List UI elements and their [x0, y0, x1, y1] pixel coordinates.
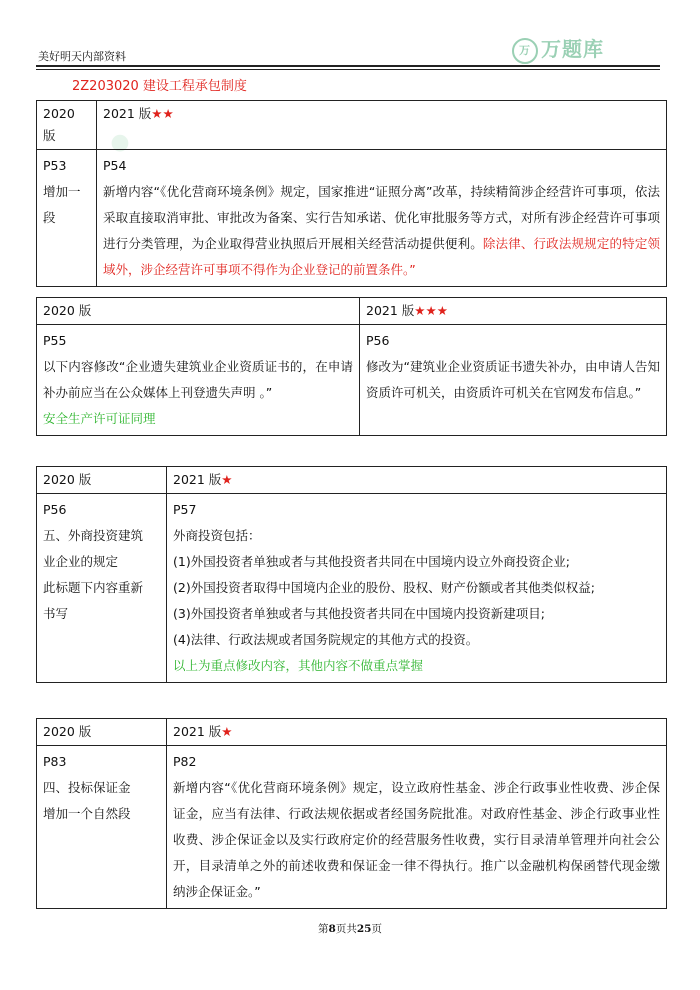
change-note: 增加一 — [43, 184, 81, 199]
change-note: 书写 — [43, 606, 69, 621]
old-version-cell — [37, 325, 360, 436]
page-ref: P56 — [366, 333, 390, 348]
importance-stars: ★ — [221, 724, 233, 739]
watermark: ● — [105, 126, 135, 159]
change-note: 此标题下内容重新 — [43, 580, 144, 595]
list-item: (2)外国投资者取得中国境内企业的股份、股权、财产份额或者其他类似权益; — [173, 580, 595, 595]
page-ref: P53 — [43, 158, 67, 173]
change-note: 四、投标保证金 — [43, 780, 131, 795]
old-version-cell — [37, 150, 97, 287]
section-title: 2Z203020 建设工程承包制度 — [72, 79, 247, 94]
content-text: 新增内容“《优化营商环境条例》规定，国家推进“证照分离”改革，持续精简涉企经营许可事项，依法采取直接取消审批、审批改为备案、实行告知承诺、优化审批服务等方式，对所有涉企经营许可事项进行分类管理，为企业取得营业执照后开展相关经营活动提供便利。 — [103, 184, 660, 251]
header-2021: 2021 版★★★ — [360, 298, 667, 325]
comparison-table-1 — [36, 100, 667, 287]
page-footer: 第8页共25页 — [318, 923, 382, 935]
content-text: 以下内容修改“企业遗失建筑业企业资质证书的，在申请补办前应当在公众媒体上刊登遗失声明 。” — [43, 359, 353, 400]
header-rule-thin — [36, 69, 660, 70]
note-text: 安全生产许可证同理 — [43, 411, 156, 426]
list-item: (1)外国投资者单独或者与其他投资者共同在中国境内设立外商投资企业; — [173, 554, 570, 569]
page-ref: P83 — [43, 754, 67, 769]
table-row — [37, 494, 667, 683]
table-header-row — [37, 467, 667, 494]
page-ref: P82 — [173, 754, 197, 769]
highlight-text: 除法律、行政法规规定的特定领域外，涉企经营许可事项不得作为企业登记的前置条件。” — [103, 236, 660, 277]
header-2020: 2020 版 — [37, 719, 167, 746]
page-ref: P56 — [43, 502, 67, 517]
total-pages: 25 — [356, 923, 372, 935]
brand-logo-text: 万题库 — [541, 37, 604, 61]
table-header-row — [37, 101, 667, 150]
table-row — [37, 325, 667, 436]
note-text: 以上为重点修改内容，其他内容不做重点掌握 — [173, 658, 424, 673]
importance-stars: ★ — [221, 472, 233, 487]
brand-logo — [512, 33, 604, 64]
change-note: 段 — [43, 210, 56, 225]
list-item: (4)法律、行政法规或者国务院规定的其他方式的投资。 — [173, 632, 479, 647]
content-text: 新增内容“《优化营商环境条例》规定，设立政府性基金、涉企行政事业性收费、涉企保证金，应当有法律、行政法规依据或者经国务院批准。对政府性基金、涉企行政事业性收费、涉企保证金以及实行政府定价的经营服务性收费，实行目录清单管理并向社会公开，目录清单之外的前述收费和保证金一律不得执行。推广以金融机构保函替代现金缴纳涉企保证金。” — [173, 780, 660, 899]
new-version-cell — [167, 746, 667, 909]
current-page: 8 — [328, 923, 336, 935]
old-version-cell — [37, 494, 167, 683]
change-note: 五、外商投资建筑 — [43, 528, 144, 543]
header-2020: 2020 版 — [37, 467, 167, 494]
header-rule-thick — [36, 65, 660, 67]
new-version-cell — [167, 494, 667, 683]
comparison-table-4 — [36, 718, 667, 909]
page-ref: P54 — [103, 158, 127, 173]
change-note: 业企业的规定 — [43, 554, 119, 569]
importance-stars: ★★ — [151, 106, 174, 121]
brand-logo-mark: 万 — [512, 38, 538, 64]
old-version-cell — [37, 746, 167, 909]
header-2021: 2021 版★ — [167, 719, 667, 746]
table-header-row — [37, 719, 667, 746]
importance-stars: ★★★ — [414, 303, 448, 318]
change-note: 增加一个自然段 — [43, 806, 131, 821]
new-version-cell — [97, 150, 667, 287]
content-text: 修改为“建筑业企业资质证书遗失补办，由申请人告知资质许可机关，由资质许可机关在官网发布信息。” — [366, 359, 660, 400]
header-2020: 2020 版 — [37, 298, 360, 325]
list-item: (3)外国投资者单独或者与其他投资者共同在中国境内投资新建项目; — [173, 606, 545, 621]
page-ref: P57 — [173, 502, 197, 517]
content-text: 外商投资包括： — [173, 528, 261, 543]
header-2021: 2021 版★ — [167, 467, 667, 494]
header-2021: 2021 版★★ — [97, 101, 667, 150]
header-2020: 2020 版 — [37, 101, 97, 150]
new-version-cell — [360, 325, 667, 436]
table-header-row — [37, 298, 667, 325]
table-row — [37, 150, 667, 287]
doc-header-label: 美好明天内部资料 — [38, 50, 126, 63]
page-ref: P55 — [43, 333, 67, 348]
table-row — [37, 746, 667, 909]
comparison-table-2 — [36, 297, 667, 436]
comparison-table-3 — [36, 466, 667, 683]
